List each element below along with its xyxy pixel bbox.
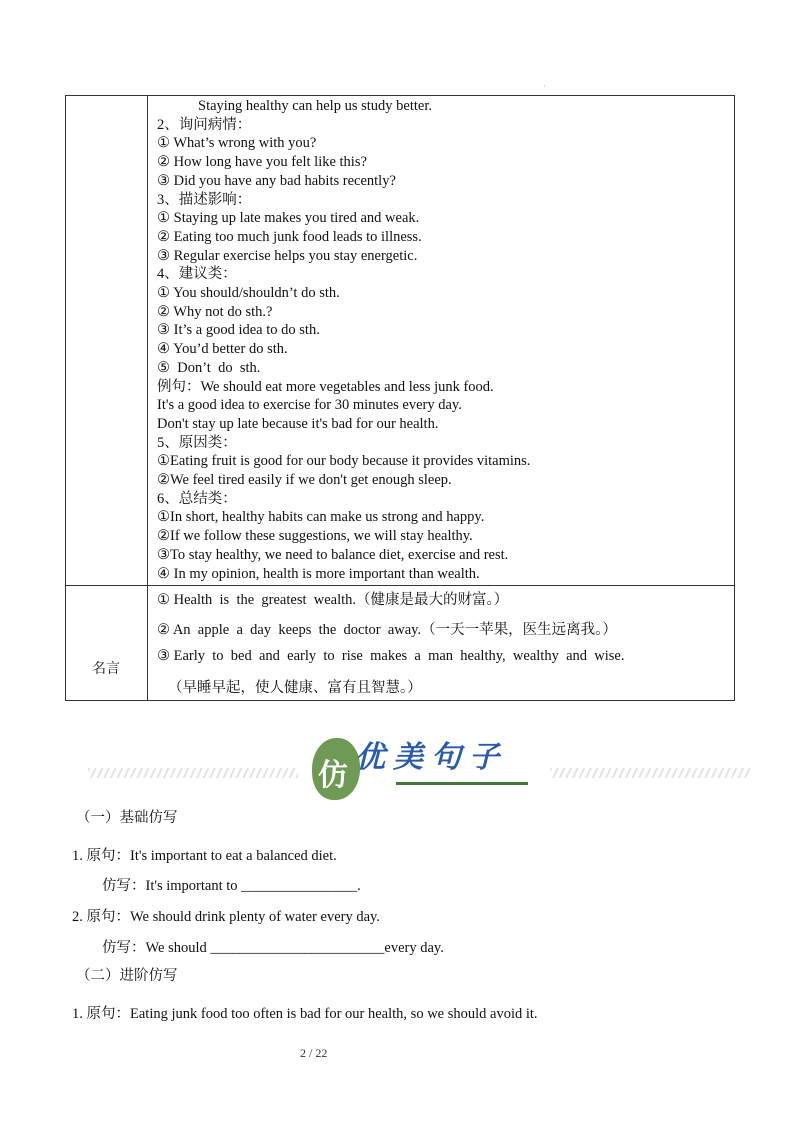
expression-line: ③ Did you have any bad habits recently? [157, 172, 396, 189]
expression-line: ③ Regular exercise helps you stay energetic. [157, 247, 418, 264]
exercise-original: 1. 原句：Eating junk food too often is bad for our health, so we should avoid it. [72, 1006, 538, 1022]
banner-decoration-right [550, 768, 750, 778]
banner-underline [396, 782, 528, 785]
expression-line: 例句：We should eat more vegetables and less junk food. [157, 378, 494, 395]
table-column-divider [147, 95, 148, 701]
expression-line: ②If we follow these suggestions, we will stay healthy. [157, 528, 473, 545]
expression-line: 3、描述影响： [157, 191, 252, 208]
expression-line: 6、总结类： [157, 490, 237, 507]
expression-line: 5、原因类： [157, 434, 237, 451]
expression-line: ① What’s wrong with you? [157, 135, 317, 152]
exercise-imitate: 仿写：We should ________________________every day. [102, 940, 444, 956]
page-number: 2 / 22 [300, 1046, 328, 1060]
exercise-original: 2. 原句：We should drink plenty of water every day. [72, 909, 380, 925]
expression-line: 2、询问病情： [157, 116, 252, 133]
expression-line: ①In short, healthy habits can make us strong and happy. [157, 509, 485, 526]
expression-line: ③ It’s a good idea to do sth. [157, 322, 320, 339]
quote-translation: （早睡早起，使人健康、富有且智慧。） [168, 680, 422, 696]
quote-line: ① Health is the greatest wealth.（健康是最大的财富。） [157, 592, 509, 608]
expression-line: ② Eating too much junk food leads to illness. [157, 228, 422, 245]
section-title-advanced: （二）进阶仿写 [76, 968, 178, 984]
expression-line: ⑤ Don’t do sth. [157, 359, 261, 376]
expression-line: ② Why not do sth.? [157, 303, 273, 320]
expression-line: Don't stay up late because it's bad for our health. [157, 415, 439, 432]
expression-line: 4、建议类： [157, 266, 237, 283]
banner-badge-char: 仿 [318, 758, 348, 793]
banner-title: 优美句子 [355, 740, 507, 775]
stray-mark: · [543, 82, 546, 91]
table-row-divider [65, 585, 735, 586]
expression-line: Staying healthy can help us study better. [198, 98, 432, 114]
expression-line: ④ In my opinion, health is more important than wealth. [157, 565, 480, 582]
expression-line: ② How long have you felt like this? [157, 154, 367, 171]
quote-line: ② An apple a day keeps the doctor away.（一天一苹果，医生远离我。） [157, 622, 617, 638]
expression-line: It's a good idea to exercise for 30 minutes every day. [157, 397, 462, 414]
banner-decoration-left [88, 768, 298, 778]
exercise-original: 1. 原句：It's important to eat a balanced diet. [72, 848, 337, 864]
expression-line: ②We feel tired easily if we don't get enough sleep. [157, 472, 452, 488]
expression-line: ①Eating fruit is good for our body because it provides vitamins. [157, 453, 531, 470]
expression-line: ① You should/shouldn’t do sth. [157, 285, 340, 301]
row-label-quotes: 名言 [92, 661, 120, 677]
expression-line: ④ You’d better do sth. [157, 341, 288, 358]
exercise-imitate: 仿写：It's important to ________________. [102, 878, 361, 894]
expression-line: ③To stay healthy, we need to balance diet, exercise and rest. [157, 546, 509, 563]
quote-line: ③ Early to bed and early to rise makes a man healthy, wealthy and wise. [157, 648, 625, 664]
expression-line: ① Staying up late makes you tired and weak. [157, 210, 420, 227]
section-title-basic: （一）基础仿写 [76, 810, 178, 826]
